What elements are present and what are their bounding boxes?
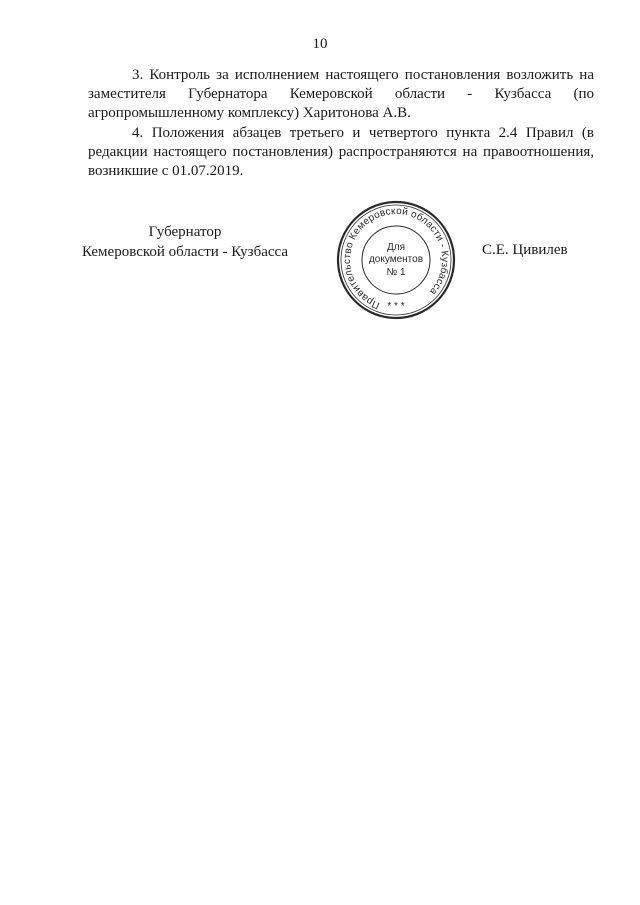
paragraph-line: 4. Положения абзацев третьего и четвертого пункта 2.4 Правил (в [132,125,594,141]
paragraph-4 [88,124,594,181]
page-number: 10 [312,36,328,52]
paragraph-line: агропромышленному комплексу) Харитонова А.В. [88,105,411,121]
signatory-name: С.Е. Цивилев [482,242,568,258]
seal-icon [334,198,458,322]
paragraph-line: возникшие с 01.07.2019. [88,163,244,179]
seal-inner-text: Для [386,242,406,253]
signatory-title [60,222,310,262]
document-body [88,66,594,182]
paragraph-line: заместителя Губернатора Кемеровской области - Кузбасса (по [88,86,594,102]
official-seal [334,198,458,322]
paragraph-line: редакции настоящего постановления) распространяются на правоотношения, [88,144,594,160]
seal-stars: * * * [387,301,405,312]
seal-inner-text: № 1 [386,267,406,278]
seal-inner-text: документов [368,254,424,265]
paragraph-line: 3. Контроль за исполнением настоящего постановления возложить на [132,67,594,83]
signatory-title-line: Кемеровской области - Кузбасса [81,244,289,260]
signatory-title-line: Губернатор [148,224,222,240]
paragraph-3 [88,66,594,123]
seal-ring-text: Правительство Кемеровской области - Кузбасса [341,205,451,311]
signature-block [0,205,640,328]
